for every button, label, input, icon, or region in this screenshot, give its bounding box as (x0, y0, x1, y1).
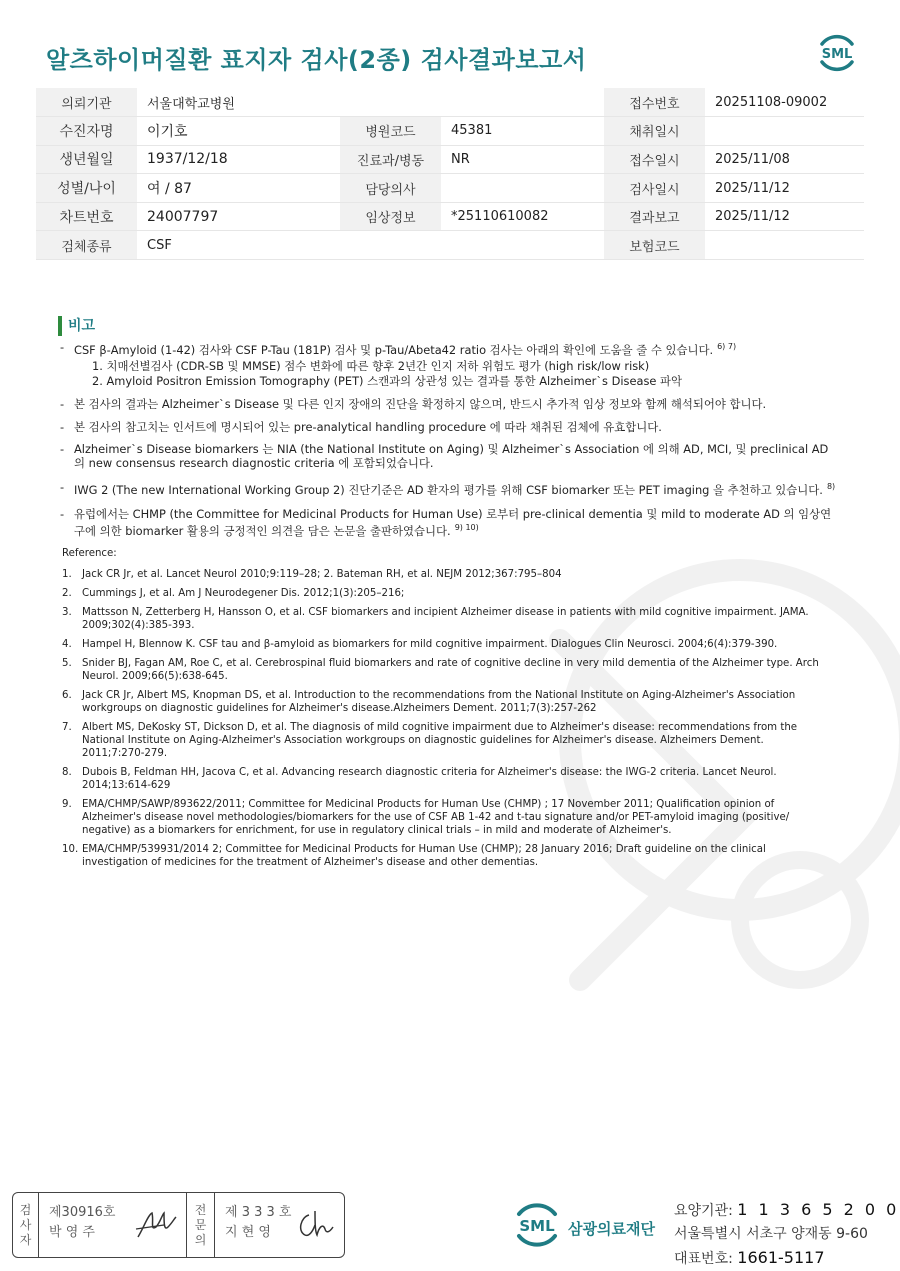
phone-label: 대표번호: (674, 1251, 733, 1267)
reference-number: 3. (62, 607, 72, 618)
reference-text: Hampel H, Blennow K. CSF tau and β-amyloid as biomarkers for mild cognitive impairment. Dialogues Clin Neurosci. 2004;6(4):379-390. (82, 639, 778, 650)
remarks-list (60, 340, 840, 544)
reference-item (62, 689, 822, 715)
collection-date-label: 채취일시 (604, 117, 705, 146)
receipt-date-value: 2025/11/08 (705, 145, 864, 174)
info-row (36, 117, 864, 146)
reference-item (62, 587, 822, 600)
remark-text: 본 검사의 참고치는 인서트에 명시되어 있는 pre-analytical handling procedure 에 따라 채취된 검체에 유효합니다. (74, 419, 662, 434)
specimen-label: 검체종류 (36, 231, 137, 260)
reference-number: 1. (62, 569, 72, 580)
reference-number: 8. (62, 767, 72, 778)
remark-text: 1. 치매선별검사 (CDR-SB 및 MMSE) 점수 변화에 따른 향후 2년간 인지 저하 위험도 평가 (high risk/low risk) (92, 358, 650, 373)
reference-item (62, 798, 822, 837)
reference-number: 6. (62, 690, 72, 701)
report-date-value: 2025/11/12 (705, 202, 864, 231)
reference-text: Cummings J, et al. Am J Neurodegener Dis. 2012;1(3):205–216; (82, 588, 405, 599)
footer-info (674, 1198, 899, 1271)
remark-citation: 6) 7) (717, 342, 737, 351)
test-date-value: 2025/11/12 (705, 174, 864, 203)
tester-label: 검 사 자 (13, 1193, 39, 1257)
reference-number: 7. (62, 722, 72, 733)
signature-box (12, 1192, 345, 1258)
foundation-logo-text: SML (519, 1217, 555, 1235)
remark-item (60, 480, 840, 497)
chart-no-label: 차트번호 (36, 202, 137, 231)
sml-logo-text: SML (821, 47, 853, 62)
receipt-no-label: 접수번호 (604, 88, 705, 117)
reference-item (62, 766, 822, 792)
recipient-label: 수진자명 (36, 117, 137, 146)
specialist-license: 제 3 3 3 호 (225, 1205, 292, 1220)
clinical-info-value: *25110610082 (441, 202, 604, 231)
doctor-label: 담당의사 (340, 174, 441, 203)
remark-text: 2. Amyloid Positron Emission Tomography (PET) 스캔과의 상관성 있는 결과를 통한 Alzheimer`s Disease 파악 (92, 373, 683, 388)
dept-label: 진료과/병동 (340, 145, 441, 174)
remark-item (60, 507, 840, 538)
bullet-dash-icon: - (60, 506, 65, 521)
remark-subitem (60, 374, 840, 388)
sml-foundation-logo-icon (510, 1198, 564, 1252)
reference-text: Jack CR Jr, et al. Lancet Neurol 2010;9:119–28; 2. Bateman RH, et al. NEJM 2012;367:795–804 (82, 569, 562, 580)
phone-number: 1661-5117 (737, 1248, 825, 1267)
reference-number: 5. (62, 658, 72, 669)
reference-number: 10. (62, 844, 79, 855)
remark-item (60, 340, 840, 357)
reference-text: EMA/CHMP/SAWP/893622/2011; Committee for Medicinal Products for Human Use (CHMP) ; 17 November 2011; Qualification opinion of Alzheimer's disease novel methodologies/biomarkers for the use of CSF AB 1-42 and t-tau signature and/or PET-amyloid imaging (positive/ negative) as a biomarkers for enrichment, for use in regulatory clinical trials – in mild and moderate of Alzheimer's. (82, 799, 790, 836)
specialist-signature-icon (293, 1207, 337, 1243)
report-date-label: 결과보고 (604, 202, 705, 231)
bullet-dash-icon: - (60, 396, 65, 411)
dept-value: NR (441, 145, 604, 174)
reference-item (62, 638, 822, 651)
reference-item (62, 568, 822, 581)
reference-text: Snider BJ, Fagan AM, Roe C, et al. Cerebrospinal fluid biomarkers and rate of cognitive decline in very mild dementia of the Alzheimer type. Arch Neurol. 2009;66(5):638-645. (82, 658, 819, 682)
remark-item (60, 397, 840, 411)
reference-number: 9. (62, 799, 72, 810)
reference-heading: Reference: (62, 548, 117, 559)
clinical-info-label: 임상정보 (340, 202, 441, 231)
address: 서울특별시 서초구 양재동 9-60 (674, 1226, 868, 1242)
report-title: 알츠하이머질환 표지자 검사(2종) 검사결과보고서 (46, 46, 587, 74)
patient-info-table (36, 88, 864, 260)
specialist-name: 지 현 영 (225, 1225, 271, 1240)
chart-no-value: 24007797 (137, 202, 340, 231)
reference-item (62, 721, 822, 760)
remark-text: IWG 2 (The new International Working Group 2) 진단기준은 AD 환자의 평가를 위해 CSF biomarker 또는 PET imaging 을 추천하고 있습니다. (74, 482, 823, 497)
remark-item (60, 442, 840, 470)
reference-number: 4. (62, 639, 72, 650)
tester-signature-icon (134, 1207, 178, 1243)
specialist-label: 전 문 의 (187, 1193, 215, 1257)
dob-value: 1937/12/18 (137, 145, 340, 174)
foundation-name: 삼광의료재단 (568, 1220, 655, 1238)
sml-logo-icon (814, 30, 860, 76)
tester-name: 박 영 주 (49, 1225, 95, 1240)
doctor-value (441, 174, 604, 203)
receipt-date-label: 접수일시 (604, 145, 705, 174)
info-row (36, 88, 864, 117)
specimen-value: CSF (137, 231, 604, 260)
reference-text: EMA/CHMP/539931/2014 2; Committee for Medicinal Products for Human Use (CHMP); 28 January 2016; Draft guideline on the clinical investigation of medicines for the treatment of Alzheimer's disease and other dementias. (82, 844, 766, 868)
hospital-code-value: 45381 (441, 117, 604, 146)
bullet-dash-icon: - (60, 441, 65, 456)
institution-label: 의뢰기관 (36, 88, 137, 117)
bullet-dash-icon: - (60, 340, 65, 354)
receipt-no-value: 20251108-09002 (705, 88, 864, 117)
reference-text: Albert MS, DeKosky ST, Dickson D, et al. The diagnosis of mild cognitive impairment due to Alzheimer's disease: recommendations from the National Institute on Aging-Alzheimer's Association workgroups on diagnostic guidelines for Alzheimer's disease. Alzheimers Dement. 2011;7:270-279. (82, 722, 798, 759)
bullet-dash-icon: - (60, 419, 65, 434)
info-row (36, 231, 864, 260)
info-row (36, 174, 864, 203)
reference-text: Mattsson N, Zetterberg H, Hansson O, et al. CSF biomarkers and incipient Alzheimer disease in patients with mild cognitive impairment. JAMA. 2009;302(4):385-393. (82, 607, 809, 631)
info-row (36, 202, 864, 231)
tester-signature-cell (39, 1193, 187, 1257)
sex-age-label: 성별/나이 (36, 174, 137, 203)
reference-text: Jack CR Jr, Albert MS, Knopman DS, et al. Introduction to the recommendations from the National Institute on Aging-Alzheimer's Association workgroups on diagnostic guidelines for Alzheimer's disease.Alzheimers Dement. 2011;7(3):257-262 (82, 690, 796, 714)
bullet-dash-icon: - (60, 479, 65, 494)
institution-value: 서울대학교병원 (137, 88, 604, 117)
recipient-value: 이기호 (137, 117, 340, 146)
insurance-code-label: 보험코드 (604, 231, 705, 260)
remark-citation: 8) (826, 481, 836, 491)
info-row (36, 145, 864, 174)
specialist-signature-cell (215, 1193, 345, 1257)
test-date-label: 검사일시 (604, 174, 705, 203)
care-institution-label: 요양기관: (674, 1203, 733, 1219)
reference-number: 2. (62, 588, 72, 599)
care-institution-no: 1 1 3 6 5 2 0 0 (737, 1200, 900, 1219)
reference-item (62, 606, 822, 632)
insurance-code-value (705, 231, 864, 260)
remark-citation: 9) 10) (454, 522, 479, 532)
reference-item (62, 843, 822, 869)
tester-license: 제30916호 (49, 1205, 116, 1220)
remarks-heading: 비고 (58, 316, 95, 336)
reference-text: Dubois B, Feldman HH, Jacova C, et al. Advancing research diagnostic criteria for Alzheimer's disease: the IWG-2 criteria. Lancet Neurol. 2014;13:614-629 (82, 767, 777, 791)
hospital-code-label: 병원코드 (340, 117, 441, 146)
collection-date-value (705, 117, 864, 146)
remark-text: CSF β-Amyloid (1-42) 검사와 CSF P-Tau (181P) 검사 및 p-Tau/Abeta42 ratio 검사는 아래의 확인에 도움을 줄 수 있습니다. (74, 342, 714, 357)
remark-subitem (60, 359, 840, 373)
remark-text: Alzheimer`s Disease biomarkers 는 NIA (the National Institute on Aging) 및 Alzheimer`s Association 에 의해 AD, MCI, 및 preclinical AD 의 new consensus research diagnostic criteria 에 포함되었습니다. (74, 441, 829, 470)
remark-text: 본 검사의 결과는 Alzheimer`s Disease 및 다른 인지 장애의 진단을 확정하지 않으며, 반드시 추가적 임상 정보와 함께 해석되어야 합니다. (74, 396, 767, 411)
reference-list (62, 547, 822, 875)
remark-text: 유럽에서는 CHMP (the Committee for Medicinal Products for Human Use) 로부터 pre-clinical dementia 및 mild to moderate AD 의 임상연구에 의한 biomarker 활용의 긍정적인 의견을 담은 논문을 출판하였습니다. (74, 506, 832, 538)
dob-label: 생년월일 (36, 145, 137, 174)
remark-item (60, 420, 840, 434)
reference-item (62, 657, 822, 683)
sex-age-value: 여 / 87 (137, 174, 340, 203)
